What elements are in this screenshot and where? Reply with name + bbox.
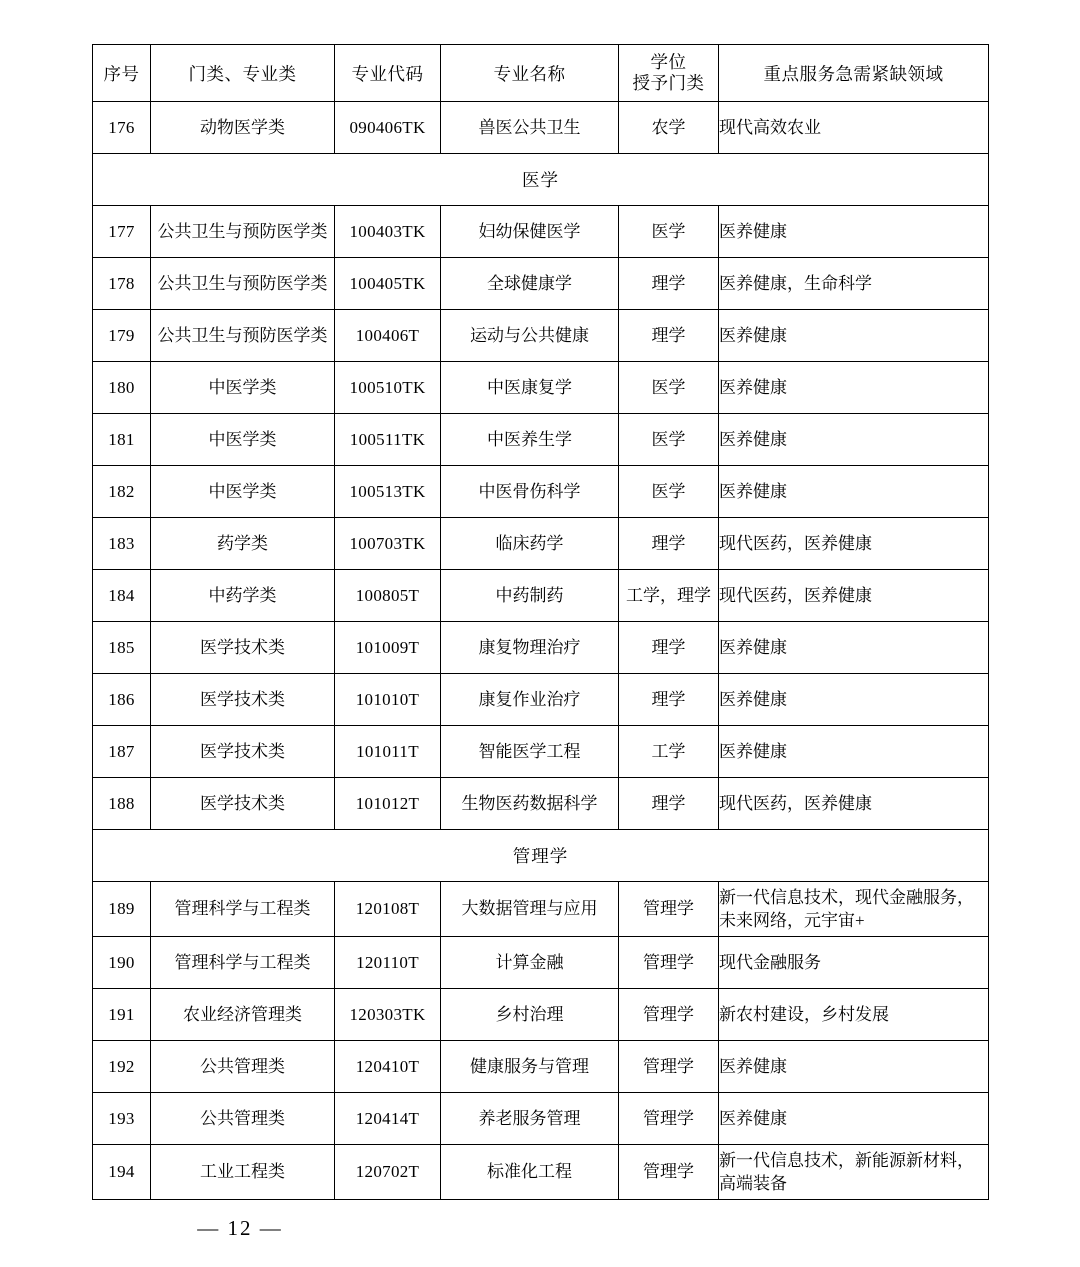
cell-category: 公共卫生与预防医学类 — [151, 258, 335, 310]
cell-degree: 管理学 — [619, 882, 719, 937]
cell-field: 现代医药，医养健康 — [719, 518, 989, 570]
table-row — [93, 726, 989, 778]
cell-name: 智能医学工程 — [441, 726, 619, 778]
cell-degree: 理学 — [619, 518, 719, 570]
column-header-name: 专业名称 — [441, 45, 619, 102]
table-row — [93, 1041, 989, 1093]
cell-field: 医养健康 — [719, 622, 989, 674]
table-row — [93, 206, 989, 258]
cell-field: 医养健康 — [719, 310, 989, 362]
cell-category: 公共卫生与预防医学类 — [151, 310, 335, 362]
cell-no: 190 — [93, 937, 151, 989]
cell-name: 健康服务与管理 — [441, 1041, 619, 1093]
cell-field: 医养健康 — [719, 362, 989, 414]
table-row — [93, 414, 989, 466]
cell-no: 186 — [93, 674, 151, 726]
cell-no: 194 — [93, 1145, 151, 1200]
column-header-field: 重点服务急需紧缺领域 — [719, 45, 989, 102]
table-row — [93, 1145, 989, 1200]
table-row — [93, 778, 989, 830]
cell-name: 康复作业治疗 — [441, 674, 619, 726]
cell-category: 医学技术类 — [151, 674, 335, 726]
table-row — [93, 102, 989, 154]
section-title-medicine: 医学 — [93, 154, 989, 206]
table-body — [93, 102, 989, 1200]
cell-category: 公共管理类 — [151, 1041, 335, 1093]
cell-field: 现代医药，医养健康 — [719, 570, 989, 622]
cell-code: 100510TK — [335, 362, 441, 414]
cell-degree: 管理学 — [619, 1093, 719, 1145]
section-title-management: 管理学 — [93, 830, 989, 882]
cell-code: 120110T — [335, 937, 441, 989]
cell-no: 178 — [93, 258, 151, 310]
table-row — [93, 1093, 989, 1145]
cell-category: 药学类 — [151, 518, 335, 570]
cell-name: 养老服务管理 — [441, 1093, 619, 1145]
cell-degree: 医学 — [619, 466, 719, 518]
cell-degree: 管理学 — [619, 989, 719, 1041]
page-number: — 12 — — [197, 1216, 283, 1240]
cell-field: 医养健康 — [719, 674, 989, 726]
cell-code: 120303TK — [335, 989, 441, 1041]
cell-no: 182 — [93, 466, 151, 518]
table-header-row — [93, 45, 989, 102]
cell-no: 192 — [93, 1041, 151, 1093]
cell-no: 179 — [93, 310, 151, 362]
cell-field: 新一代信息技术，现代金融服务，未来网络，元宇宙+ — [719, 882, 989, 937]
cell-degree: 管理学 — [619, 1041, 719, 1093]
cell-no: 187 — [93, 726, 151, 778]
column-header-no: 序号 — [93, 45, 151, 102]
cell-no: 191 — [93, 989, 151, 1041]
cell-field: 医养健康 — [719, 206, 989, 258]
table-row — [93, 882, 989, 937]
cell-degree: 管理学 — [619, 937, 719, 989]
cell-category: 农业经济管理类 — [151, 989, 335, 1041]
cell-code: 100406T — [335, 310, 441, 362]
cell-field: 现代医药，医养健康 — [719, 778, 989, 830]
table-row — [93, 258, 989, 310]
table-row — [93, 362, 989, 414]
cell-code: 100405TK — [335, 258, 441, 310]
column-header-degree-line2: 授予门类 — [632, 73, 705, 93]
cell-code: 100703TK — [335, 518, 441, 570]
cell-name: 大数据管理与应用 — [441, 882, 619, 937]
cell-no: 188 — [93, 778, 151, 830]
cell-degree: 理学 — [619, 622, 719, 674]
cell-degree: 管理学 — [619, 1145, 719, 1200]
majors-table — [92, 44, 989, 1200]
cell-name: 中药制药 — [441, 570, 619, 622]
cell-name: 乡村治理 — [441, 989, 619, 1041]
cell-degree: 理学 — [619, 258, 719, 310]
cell-field: 新农村建设，乡村发展 — [719, 989, 989, 1041]
column-header-code: 专业代码 — [335, 45, 441, 102]
cell-degree: 医学 — [619, 206, 719, 258]
page-footer — [0, 1216, 1080, 1241]
table-header — [93, 45, 989, 102]
cell-field: 医养健康 — [719, 414, 989, 466]
cell-no: 181 — [93, 414, 151, 466]
cell-code: 120702T — [335, 1145, 441, 1200]
cell-name: 中医养生学 — [441, 414, 619, 466]
cell-no: 193 — [93, 1093, 151, 1145]
cell-category: 公共卫生与预防医学类 — [151, 206, 335, 258]
cell-code: 100513TK — [335, 466, 441, 518]
cell-name: 运动与公共健康 — [441, 310, 619, 362]
cell-name: 妇幼保健医学 — [441, 206, 619, 258]
cell-no: 177 — [93, 206, 151, 258]
cell-name: 计算金融 — [441, 937, 619, 989]
table-row — [93, 518, 989, 570]
cell-name: 中医康复学 — [441, 362, 619, 414]
cell-field: 现代金融服务 — [719, 937, 989, 989]
table-row — [93, 310, 989, 362]
cell-name: 兽医公共卫生 — [441, 102, 619, 154]
cell-field: 新一代信息技术，新能源新材料，高端装备 — [719, 1145, 989, 1200]
cell-category: 中医学类 — [151, 362, 335, 414]
cell-no: 184 — [93, 570, 151, 622]
cell-name: 中医骨伤科学 — [441, 466, 619, 518]
cell-category: 动物医学类 — [151, 102, 335, 154]
cell-name: 标准化工程 — [441, 1145, 619, 1200]
cell-no: 183 — [93, 518, 151, 570]
table-row — [93, 466, 989, 518]
cell-field: 医养健康 — [719, 466, 989, 518]
section-row — [93, 154, 989, 206]
column-header-degree-line1: 学位 — [650, 52, 687, 73]
cell-field: 医养健康 — [719, 726, 989, 778]
cell-no: 180 — [93, 362, 151, 414]
cell-no: 189 — [93, 882, 151, 937]
cell-code: 101010T — [335, 674, 441, 726]
cell-category: 医学技术类 — [151, 726, 335, 778]
cell-name: 全球健康学 — [441, 258, 619, 310]
cell-degree: 理学 — [619, 310, 719, 362]
table-row — [93, 622, 989, 674]
cell-field: 医养健康，生命科学 — [719, 258, 989, 310]
cell-name: 生物医药数据科学 — [441, 778, 619, 830]
cell-category: 管理科学与工程类 — [151, 937, 335, 989]
cell-code: 100805T — [335, 570, 441, 622]
cell-code: 120108T — [335, 882, 441, 937]
cell-code: 120414T — [335, 1093, 441, 1145]
table-row — [93, 937, 989, 989]
cell-category: 管理科学与工程类 — [151, 882, 335, 937]
cell-degree: 医学 — [619, 362, 719, 414]
table-row — [93, 989, 989, 1041]
cell-name: 康复物理治疗 — [441, 622, 619, 674]
cell-category: 医学技术类 — [151, 622, 335, 674]
cell-field: 医养健康 — [719, 1093, 989, 1145]
cell-code: 101012T — [335, 778, 441, 830]
cell-degree: 工学 — [619, 726, 719, 778]
cell-name: 临床药学 — [441, 518, 619, 570]
cell-category: 工业工程类 — [151, 1145, 335, 1200]
cell-field: 医养健康 — [719, 1041, 989, 1093]
section-row — [93, 830, 989, 882]
cell-code: 090406TK — [335, 102, 441, 154]
column-header-category: 门类、专业类 — [151, 45, 335, 102]
cell-code: 101011T — [335, 726, 441, 778]
cell-category: 中医学类 — [151, 414, 335, 466]
cell-category: 公共管理类 — [151, 1093, 335, 1145]
cell-degree: 医学 — [619, 414, 719, 466]
cell-degree: 理学 — [619, 674, 719, 726]
table-row — [93, 570, 989, 622]
cell-degree: 农学 — [619, 102, 719, 154]
table-row — [93, 674, 989, 726]
column-header-degree — [619, 45, 719, 102]
cell-category: 中药学类 — [151, 570, 335, 622]
cell-category: 中医学类 — [151, 466, 335, 518]
cell-field: 现代高效农业 — [719, 102, 989, 154]
cell-no: 185 — [93, 622, 151, 674]
cell-degree: 工学，理学 — [619, 570, 719, 622]
cell-category: 医学技术类 — [151, 778, 335, 830]
cell-code: 101009T — [335, 622, 441, 674]
cell-no: 176 — [93, 102, 151, 154]
cell-degree: 理学 — [619, 778, 719, 830]
cell-code: 100403TK — [335, 206, 441, 258]
cell-code: 100511TK — [335, 414, 441, 466]
cell-code: 120410T — [335, 1041, 441, 1093]
